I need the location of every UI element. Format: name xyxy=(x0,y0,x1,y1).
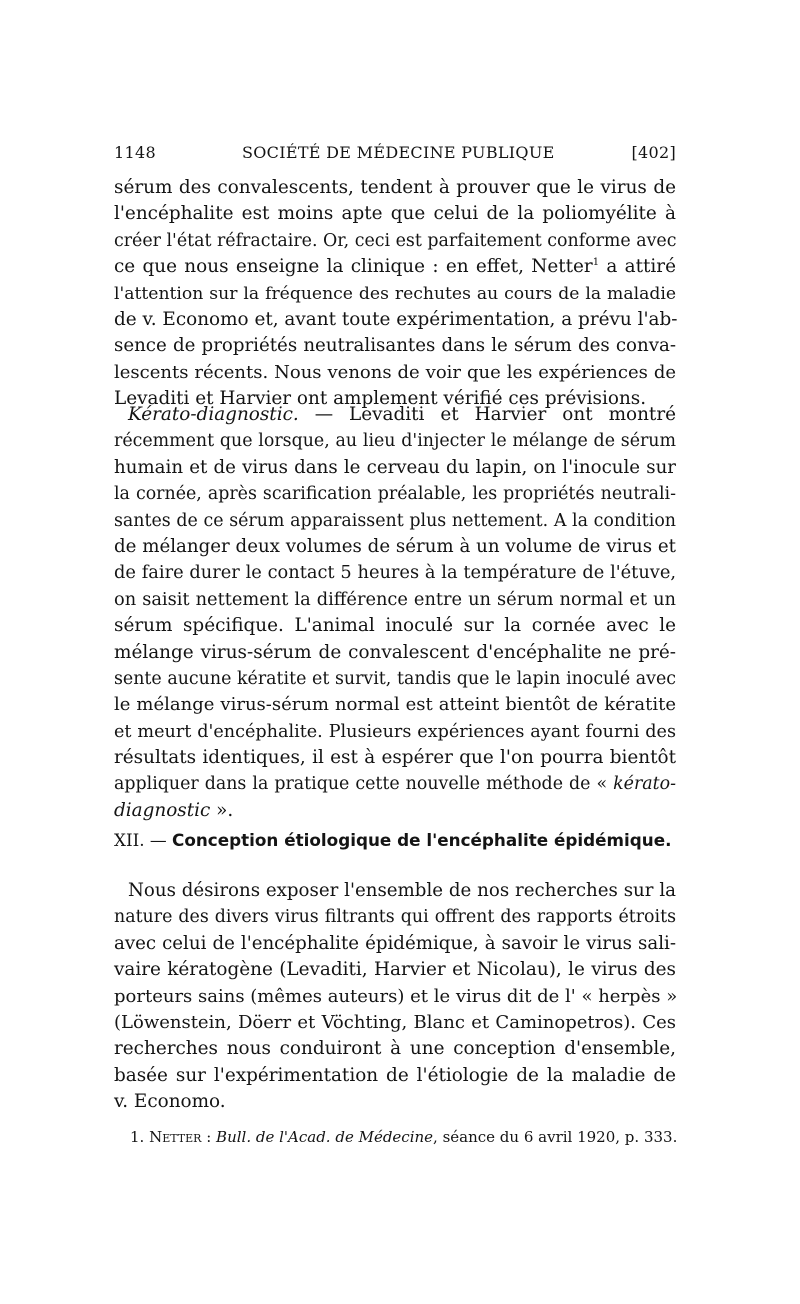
footnote-journal: Bull. de l'Acad. de Médecine xyxy=(216,1128,434,1146)
text-line: créer l'état réfractaire. Or, ceci est parfaitement conforme avec xyxy=(114,230,677,251)
text-line: de faire durer le contact 5 heures à la température de l'étuve, xyxy=(114,562,676,584)
text-line: de v. Economo et, avant toute expérimentation, a prévu l'ab- xyxy=(114,308,678,330)
paragraph-serum-convalescents xyxy=(114,175,676,413)
text-line: l'encéphalite est moins apte que celui de la poliomyélite à xyxy=(114,203,676,225)
text-line: sence de propriétés neutralisantes dans le sérum des conva- xyxy=(114,335,676,357)
text-line: diagnostic ». xyxy=(114,799,234,821)
text-line: lescents récents. Nous venons de voir que les expériences de xyxy=(114,361,676,383)
footnote: 1. Netter : Bull. de l'Acad. de Médecine, séance du 6 avril 1920, p. 333. xyxy=(130,1128,678,1146)
text-line: humain et de virus dans le cerveau du lapin, on l'inocule sur xyxy=(114,456,676,478)
text-line: on saisit nettement la différence entre un sérum normal et un xyxy=(114,588,676,610)
text-line: l'attention sur la fréquence des rechutes au cours de la maladie xyxy=(114,283,676,304)
subsection-title: Kérato-diagnostic. xyxy=(128,404,299,425)
text-line: sérum des convalescents, tendent à prouver que le virus de xyxy=(114,177,676,198)
text-line: sérum spécifique. L'animal inoculé sur la cornée avec le xyxy=(114,615,676,637)
text-line: basée sur l'expérimentation de l'étiologie de la maladie de xyxy=(114,1064,676,1086)
text-line: santes de ce sérum apparaissent plus nettement. A la condition xyxy=(114,510,676,531)
text-line: avec celui de l'encéphalite épidémique, à savoir le virus sali- xyxy=(114,932,676,954)
page-reference: [402] xyxy=(631,143,676,162)
text-line: récemment que lorsque, au lieu d'injecter le mélange de sérum xyxy=(114,431,676,452)
text-line: nature des divers virus filtrants qui offrent des rapports étroits xyxy=(114,907,676,928)
running-header xyxy=(114,143,676,169)
footnote-author: Netter xyxy=(149,1128,202,1146)
text-line: vaire kératogène (Levaditi, Harvier et Nicolau), le virus des xyxy=(114,959,676,981)
page-number: 1148 xyxy=(114,143,156,162)
text-line: résultats identiques, il est à espérer que l'on pourra bientôt xyxy=(114,747,676,769)
text-line: ce que nous enseigne la clinique : en effet, Netter$^1$ a attiré xyxy=(114,256,676,278)
text-line: le mélange virus-sérum normal est atteint bientôt de kératite xyxy=(114,694,676,716)
footnote-number: 1. xyxy=(130,1128,150,1146)
text-line: v. Economo. xyxy=(114,1091,226,1113)
text-line: porteurs sains (mêmes auteurs) et le virus dit de l' « herpès » xyxy=(114,985,678,1007)
text-line: de mélanger deux volumes de sérum à un volume de virus et xyxy=(114,535,676,557)
text-line: recherches nous conduiront à une conception d'ensemble, xyxy=(114,1038,676,1060)
text-line: mélange virus-sérum de convalescent d'encéphalite ne pré- xyxy=(114,641,676,663)
text-line: (Löwenstein, Döerr et Vöchting, Blanc et Caminopetros). Ces xyxy=(114,1011,676,1033)
text-line: et meurt d'encéphalite. Plusieurs expériences ayant fourni des xyxy=(114,721,676,742)
section-number: XII. — xyxy=(114,830,172,850)
footnote-marker: 1 xyxy=(592,257,600,269)
paragraph-conception xyxy=(114,878,676,1116)
text-line: appliquer dans la pratique cette nouvelle méthode de « kérato- xyxy=(114,774,676,795)
text-line: la cornée, après scarification préalable, les propriétés neutrali- xyxy=(114,484,676,505)
text-line: Levaditi et Harvier ont amplement vérifié ces prévisions. xyxy=(114,388,647,410)
text-line: Kérato-diagnostic. — Levaditi et Harvier ont montré xyxy=(128,404,676,425)
section-title: Conception étiologique de l'encéphalite épidémique. xyxy=(172,830,672,850)
running-title: SOCIÉTÉ DE MÉDECINE PUBLIQUE xyxy=(242,143,555,162)
footnote-details: , séance du 6 avril 1920, p. 333. xyxy=(433,1128,678,1146)
text-line: sente aucune kératite et survit, tandis que le lapin inoculé avec xyxy=(114,668,676,689)
paragraph-kerato-diagnostic xyxy=(114,402,676,824)
section-heading xyxy=(114,830,674,850)
text-line: Nous désirons exposer l'ensemble de nos recherches sur la xyxy=(128,880,676,901)
